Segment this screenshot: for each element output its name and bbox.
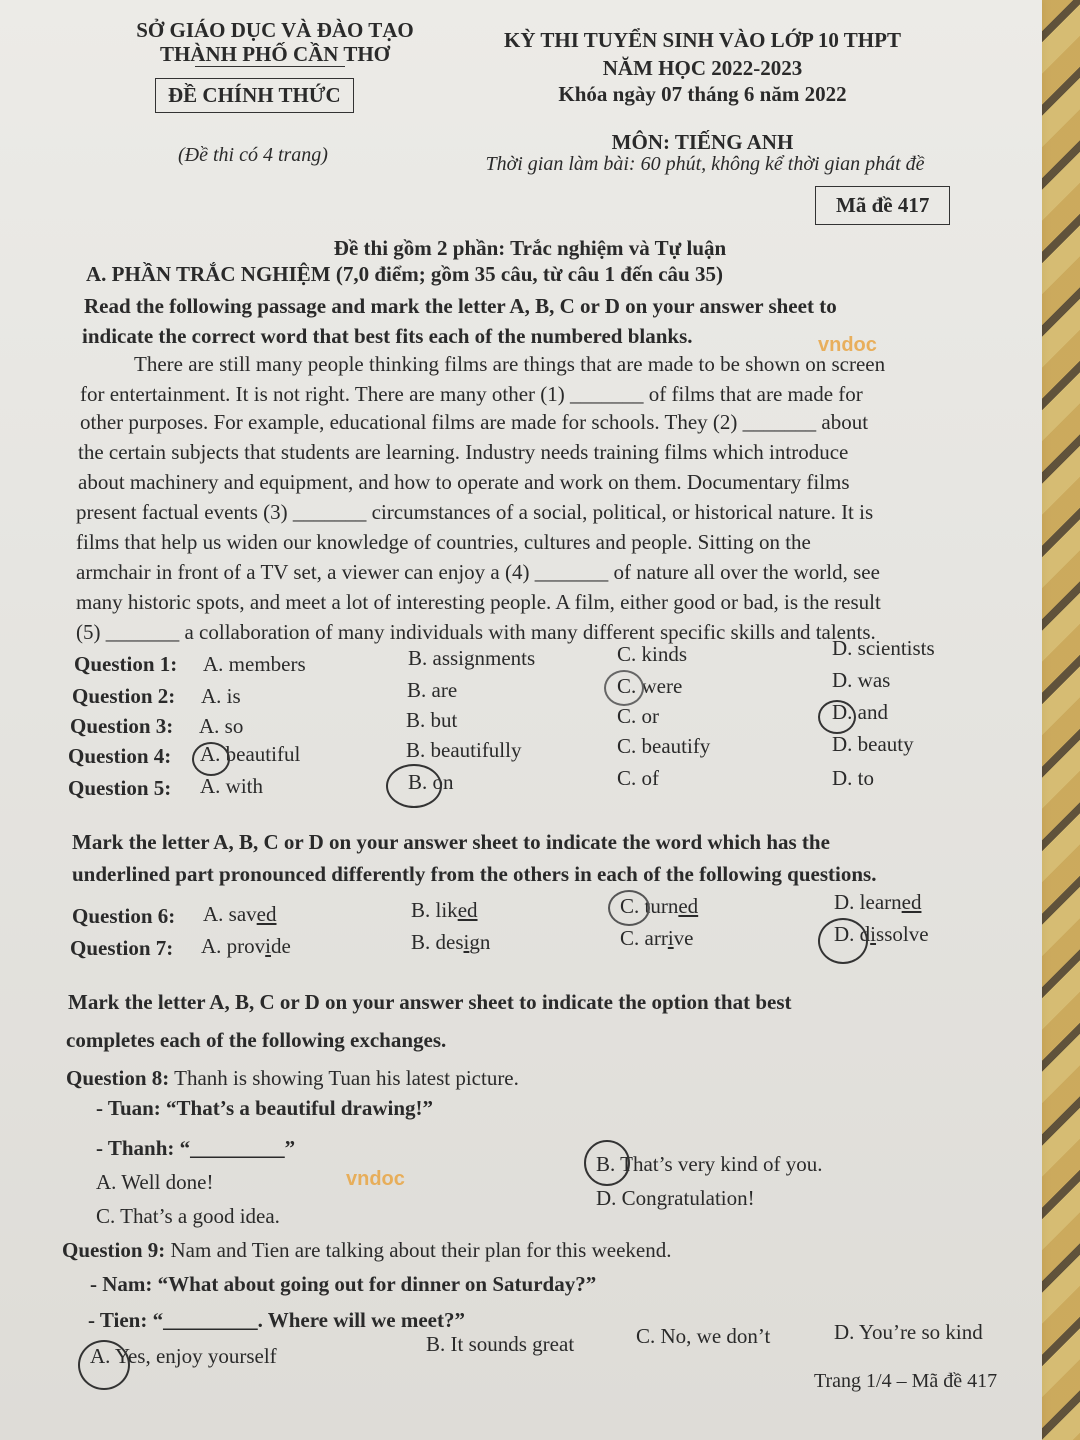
exam-date: Khóa ngày 07 tháng 6 năm 2022 [558,82,847,106]
dept-line1: SỞ GIÁO DỤC VÀ ĐÀO TẠO [136,18,414,42]
option-a: A. is [201,684,241,708]
question-label: Question 5: [68,776,172,800]
option-b: B. beautifully [406,738,522,762]
option-a: A. with [200,774,263,798]
pen-circle-mark [818,700,856,734]
option-d: D. Congratulation! [596,1186,755,1210]
dialogue-line: - Tien: “_________. Where will we meet?” [88,1308,465,1332]
option-a: A. Yes, enjoy yourself [90,1344,277,1368]
option-b: B. liked [411,898,478,922]
option-a: A. so [199,714,244,738]
section1-instruction-1: Read the following passage and mark the letter A, B, C or D on your answer sheet to [84,294,837,318]
subject: MÔN: TIẾNG ANH [611,130,794,154]
question-stem: Question 8: Thanh is showing Tuan his latest picture. [66,1066,519,1090]
pen-circle-mark [78,1340,130,1390]
option-d: D. You’re so kind [834,1320,983,1344]
option-c: C. were [617,674,683,698]
part-a-heading: A. PHẦN TRẮC NGHIỆM (7,0 điểm; gồm 35 câu, từ câu 1 đến câu 35) [86,262,723,286]
option-a: A. Well done! [96,1170,214,1194]
question-label: Question 1: [74,652,178,676]
option-b: B. That’s very kind of you. [596,1152,823,1176]
dialogue-line: - Tuan: “That’s a beautiful drawing!” [96,1096,434,1120]
passage-line: many historic spots, and meet a lot of interesting people. A film, either good or bad, is the result [76,590,881,614]
question-label: Question 2: [72,684,176,708]
option-b: B. design [411,930,491,954]
section3-instruction-1: Mark the letter A, B, C or D on your answer sheet to indicate the option that best [68,990,792,1014]
pen-circle-mark [192,742,230,776]
dialogue-line: - Nam: “What about going out for dinner on Saturday?” [90,1272,597,1296]
header-divider [195,66,345,67]
option-c: C. or [617,704,659,728]
option-b: B. It sounds great [426,1332,575,1356]
section2-instruction-2: underlined part pronounced differently from the others in each of the following questions. [72,862,877,886]
section1-instruction-2: indicate the correct word that best fits each of the numbered blanks. [82,324,693,348]
question-stem: Question 9: Nam and Tien are talking about their plan for this weekend. [62,1238,672,1262]
passage-line: for entertainment. It is not right. There are many other (1) _______ of films that are made for [80,382,863,406]
option-a: A. beautiful [200,742,301,766]
passage-line: films that help us widen our knowledge of countries, cultures and people. Sitting on the [76,530,811,554]
pen-circle-mark [584,1140,630,1186]
pages-note: (Đề thi có 4 trang) [178,144,328,166]
option-c: C. That’s a good idea. [96,1204,280,1228]
section2-instruction-1: Mark the letter A, B, C or D on your answer sheet to indicate the word which has the [72,830,830,854]
passage-line: present factual events (3) _______ circumstances of a social, political, or historical nature. It is [76,500,874,524]
watermark-logo: vndoc [346,1168,405,1190]
option-c: C. beautify [617,734,711,758]
passage-line: the certain subjects that students are learning. Industry needs training films which introduce [78,440,849,464]
passage-line: other purposes. For example, educational films are made for schools. They (2) _______ about [80,410,869,434]
option-d: D. was [832,668,891,692]
option-a: A. provide [201,934,291,958]
passage-line: (5) _______ a collaboration of many individuals with many different specific skills and talents. [76,620,876,644]
dept-line2: THÀNH PHỐ CẦN THƠ [159,42,391,66]
question-label: Question 6: [72,904,176,928]
pen-circle-mark [818,918,868,964]
page-footer: Trang 1/4 – Mã đề 417 [814,1370,998,1392]
watermark-logo: vndoc [818,334,877,356]
pen-circle-mark [386,764,442,808]
option-d: D. dissolve [834,922,929,946]
option-d: D. learned [834,890,922,914]
exam-title: KỲ THI TUYỂN SINH VÀO LỚP 10 THPT [504,28,901,52]
option-d: D. and [832,700,888,724]
passage-line: armchair in front of a TV set, a viewer can enjoy a (4) _______ of nature all over the world, see [76,560,880,584]
question-label: Question 7: [70,936,174,960]
option-c: C. arrive [620,926,694,950]
dialogue-line: - Thanh: “_________” [96,1136,296,1160]
option-b: B. are [407,678,458,702]
option-c: C. of [617,766,659,790]
section3-instruction-2: completes each of the following exchanges. [66,1028,447,1052]
exam-structure: Đề thi gồm 2 phần: Trắc nghiệm và Tự luận [333,236,727,260]
school-year: NĂM HỌC 2022-2023 [602,56,803,80]
official-badge: ĐỀ CHÍNH THỨC [155,78,354,113]
option-a: A. members [203,652,306,676]
exam-code-box: Mã đề 417 [815,186,950,225]
option-b: B. assignments [408,646,536,670]
pen-circle-mark [608,890,650,926]
option-d: D. scientists [832,636,935,660]
duration: Thời gian làm bài: 60 phút, không kể thời gian phát đề [485,153,925,175]
option-b: B. but [406,708,458,732]
option-b: B. on [408,770,454,794]
option-c: C. kinds [617,642,688,666]
option-c: C. turned [620,894,699,918]
passage-line: There are still many people thinking films are things that are made to be shown on screen [134,352,886,376]
option-d: D. to [832,766,874,790]
option-c: C. No, we don’t [636,1324,771,1348]
question-label: Question 3: [70,714,174,738]
background-surface [1042,0,1080,1440]
passage-line: about machinery and equipment, and how to operate and work on them. Documentary films [78,470,850,494]
option-d: D. beauty [832,732,914,756]
option-a: A. saved [203,902,277,926]
question-label: Question 4: [68,744,172,768]
pen-circle-mark [604,670,644,706]
